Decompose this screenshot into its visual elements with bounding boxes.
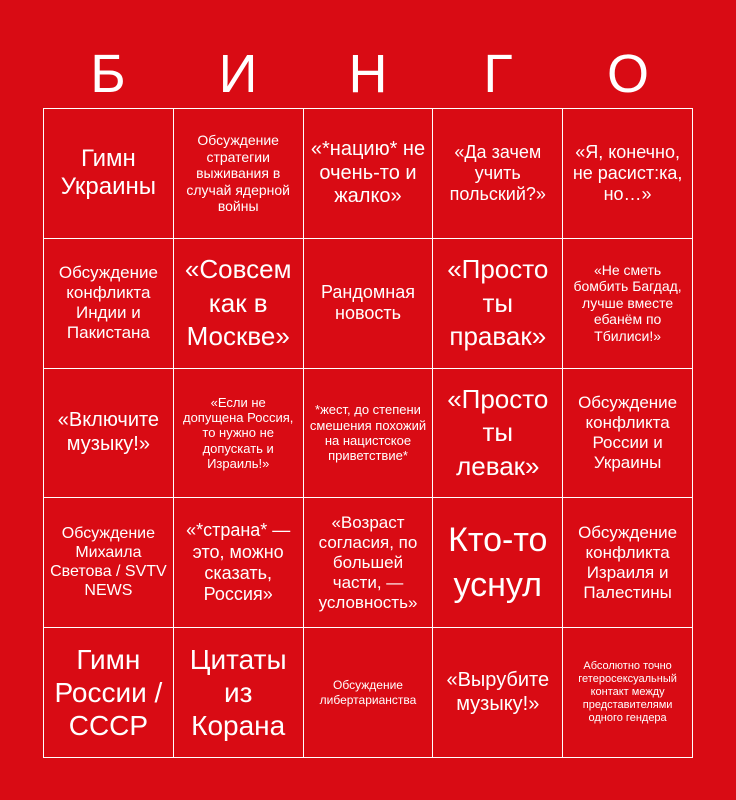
bingo-cell[interactable]: «Просто ты левак» [433,369,563,499]
bingo-cell[interactable]: Обсуждение конфликта Индии и Пакистана [44,239,174,369]
bingo-cell[interactable]: «Если не допущена Россия, то нужно не допускать и Израиль!» [174,369,304,499]
bingo-cell[interactable]: «*страна* — это, можно сказать, Россия» [174,498,304,628]
bingo-cell[interactable]: Гимн России / СССР [44,628,174,758]
bingo-cell[interactable]: Обсуждение стратегии выживания в случай ядерной войны [174,109,304,239]
bingo-cell[interactable]: «Просто ты правак» [433,239,563,369]
bingo-cell[interactable]: Гимн Украины [44,109,174,239]
bingo-cell[interactable]: «Я, конечно, не расист:ка, но…» [563,109,693,239]
bingo-cell[interactable]: «Да зачем учить польский?» [433,109,563,239]
bingo-cell[interactable]: «Совсем как в Москве» [174,239,304,369]
bingo-cell[interactable]: «Вырубите музыку!» [433,628,563,758]
bingo-cell[interactable]: Обсуждение Михаила Светова / SVTV NEWS [44,498,174,628]
bingo-cell[interactable]: Обсуждение либертарианства [304,628,434,758]
bingo-cell[interactable]: Цитаты из Корана [174,628,304,758]
header-letter-n: Н [348,44,388,104]
bingo-cell[interactable]: «*нацию* не очень-то и жалко» [304,109,434,239]
header-letter-o: О [606,44,649,104]
bingo-cell[interactable]: *жест, до степени смешения похожий на нацистское приветствие* [304,369,434,499]
bingo-cell[interactable]: Обсуждение конфликта России и Украины [563,369,693,499]
header-letter-i: И [218,44,258,104]
header-letter-b: Б [90,44,126,104]
bingo-cell[interactable]: Обсуждение конфликта Израиля и Палестины [563,498,693,628]
bingo-cell[interactable]: «Возраст согласия, по большей части, — условность» [304,498,434,628]
bingo-cell[interactable]: «Включите музыку!» [44,369,174,499]
bingo-grid [43,108,693,758]
bingo-header [43,40,693,108]
header-letter-g: Г [483,44,513,104]
bingo-cell[interactable]: Абсолютно точно гетеросексуальный контакт между представителями одного гендера [563,628,693,758]
bingo-cell[interactable]: Рандомная новость [304,239,434,369]
bingo-cell[interactable]: Кто-то уснул [433,498,563,628]
bingo-cell[interactable]: «Не сметь бомбить Багдад, лучше вместе ебанём по Тбилиси!» [563,239,693,369]
